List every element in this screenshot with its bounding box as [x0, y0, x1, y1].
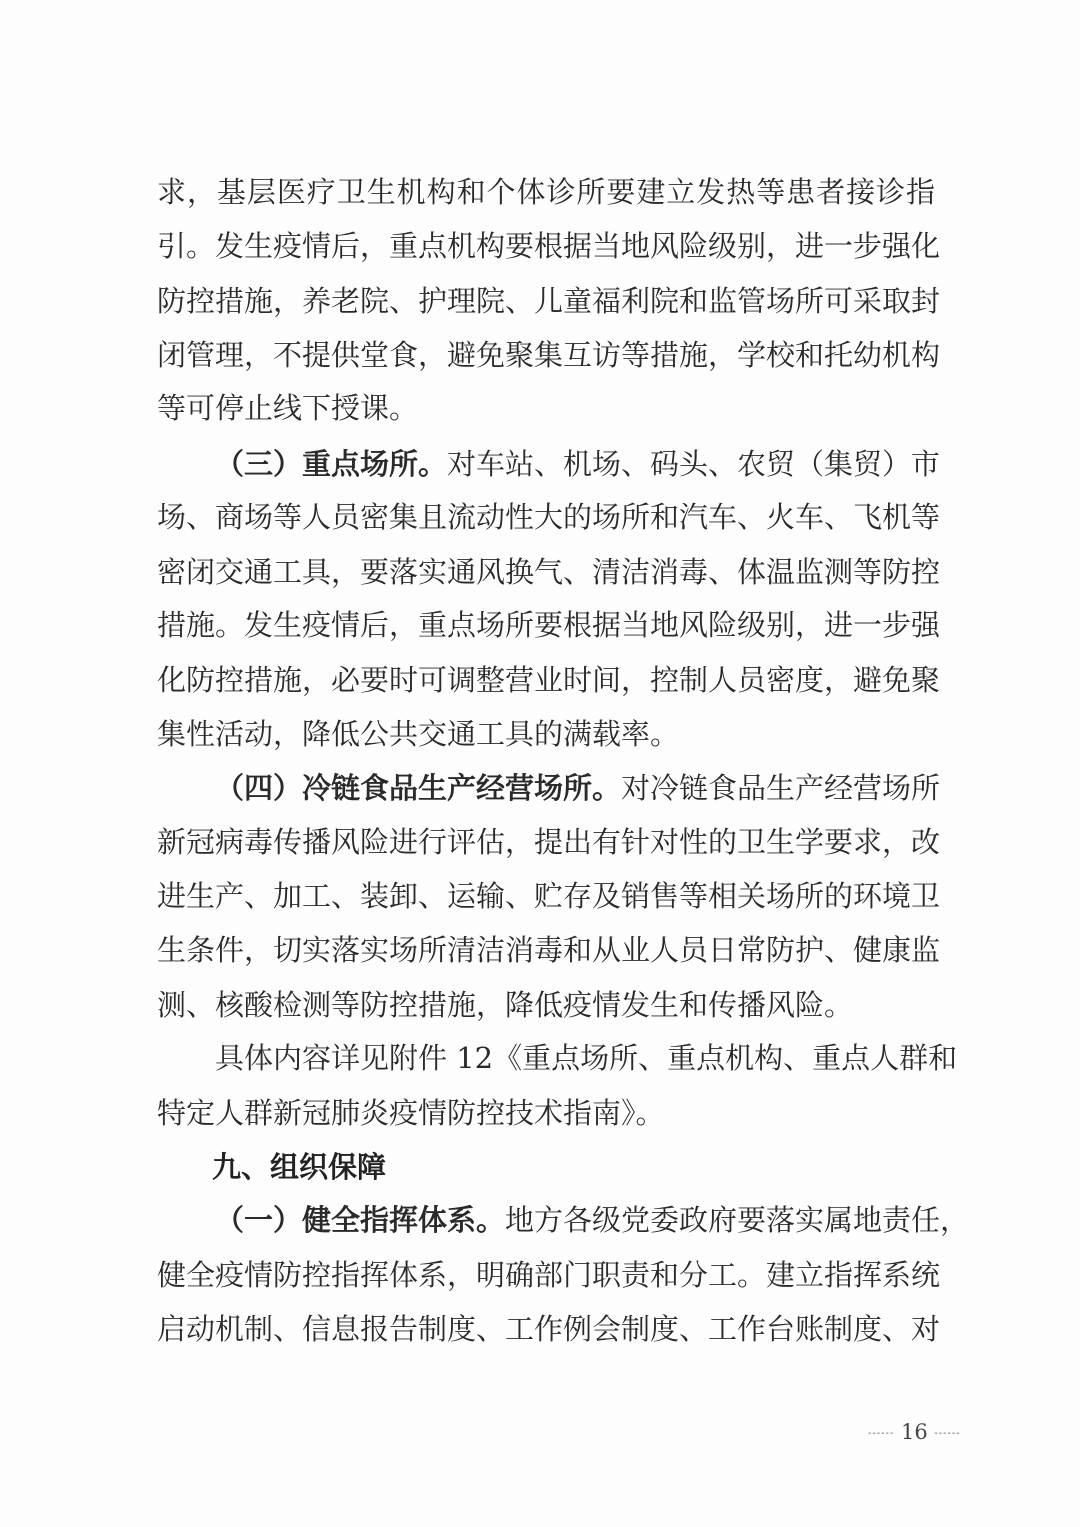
chapter-heading: 九、组织保障 [212, 1150, 387, 1184]
section-9-1-first-line [215, 1200, 970, 1240]
text-line: 新冠病毒传播风险进行评估，提出有针对性的卫生学要求，改 [157, 825, 941, 859]
page-footer [868, 1420, 961, 1444]
section-3-first-line [215, 444, 941, 484]
reference-line-1: 具体内容详见附件 12《重点场所、重点机构、重点人群和 [215, 1041, 958, 1075]
text-line: 引。发生疫情后，重点机构要根据当地风险级别，进一步强化 [157, 229, 941, 263]
text-line: 等可停止线下授课。 [157, 391, 419, 425]
text-line: 化防控措施，必要时可调整营业时间，控制人员密度，避免聚 [157, 663, 941, 697]
text-line: 密闭交通工具，要落实通风换气、清洁消毒、体温监测等防控 [157, 555, 941, 589]
text-line: 场、商场等人员密集且流动性大的场所和汽车、火车、飞机等 [157, 500, 941, 534]
section-4-lead: （四）冷链食品生产经营场所。 [215, 771, 622, 805]
footer-dash-right: ------ [934, 1428, 961, 1439]
text-line: 求，基层医疗卫生机构和个体诊所要建立发热等患者接诊指 [157, 175, 935, 209]
section-4-first-line [215, 768, 941, 808]
section-3-first-line-rest: 对车站、机场、码头、农贸（集贸）市 [447, 447, 941, 481]
text-line: 进生产、加工、装卸、运输、贮存及销售等相关场所的环境卫 [157, 879, 941, 913]
text-line: 闭管理，不提供堂食，避免聚集互访等措施，学校和托幼机构 [157, 338, 941, 372]
text-line: 措施。发生疫情后，重点场所要根据当地风险级别，进一步强 [157, 608, 941, 642]
footer-dash-left: ------ [868, 1428, 895, 1439]
text-line: 集性活动，降低公共交通工具的满载率。 [157, 717, 680, 751]
text-line: 测、核酸检测等防控措施，降低疫情发生和传播风险。 [157, 988, 854, 1022]
section-4-first-line-rest: 对冷链食品生产经营场所 [621, 771, 941, 805]
reference-line-2: 特定人群新冠肺炎疫情防控技术指南》。 [157, 1096, 665, 1130]
section-9-1-lead: （一）健全指挥体系。 [215, 1203, 506, 1237]
page-number: 16 [900, 1420, 928, 1444]
text-line: 启动机制、信息报告制度、工作例会制度、工作台账制度、对 [157, 1312, 941, 1346]
text-line: 生条件，切实落实场所清洁消毒和从业人员日常防护、健康监 [157, 933, 941, 967]
text-line: 健全疫情防控指挥体系，明确部门职责和分工。建立指挥系统 [157, 1258, 941, 1292]
section-3-lead: （三）重点场所。 [215, 447, 448, 481]
section-9-1-first-line-rest: 地方各级党委政府要落实属地责任， [505, 1203, 970, 1237]
text-line: 防控措施，养老院、护理院、儿童福利院和监管场所可采取封 [157, 284, 941, 318]
